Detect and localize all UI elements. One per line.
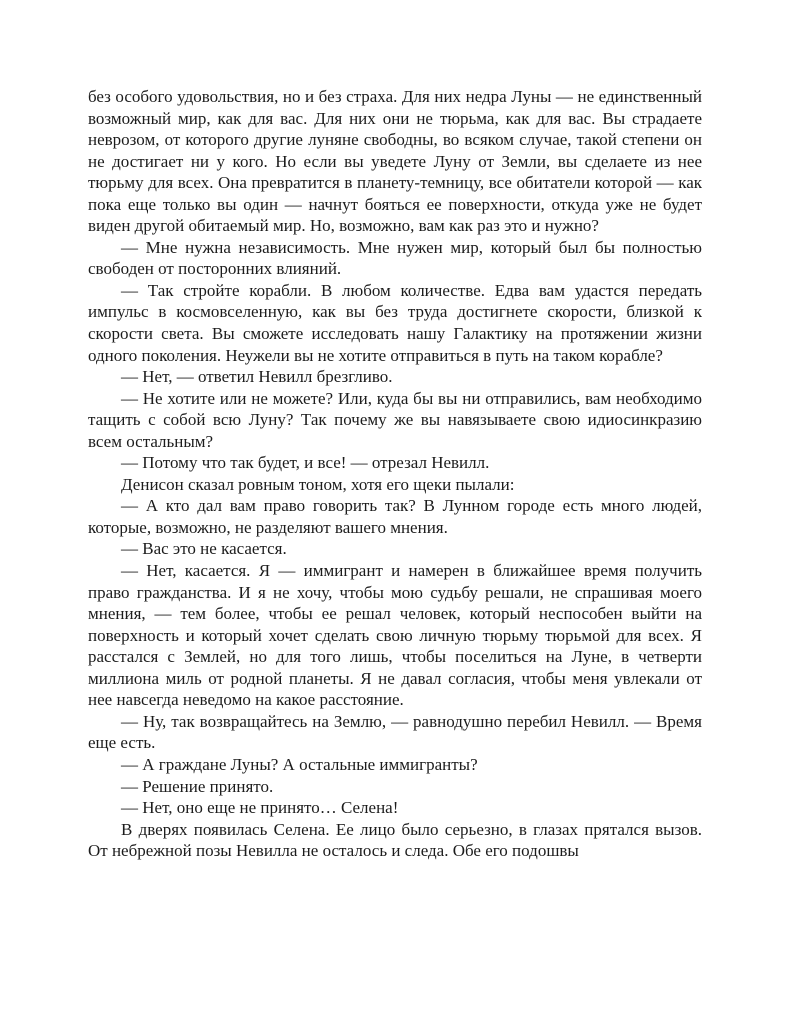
paragraph: — Не хотите или не можете? Или, куда бы вы ни отправились, вам необходимо тащить с собой всю Луну? Так почему же вы навязываете свою идиосинкразию всем остальным? — [88, 388, 702, 451]
paragraph: Денисон сказал ровным тоном, хотя его щеки пылали: — [121, 474, 515, 494]
paragraph: — А кто дал вам право говорить так? В Лунном городе есть много людей, которые, возможно, не разделяют вашего мнения. — [88, 496, 702, 537]
paragraph: — Нет, — ответил Невилл брезгливо. — [121, 367, 393, 387]
paragraph: — Вас это не касается. — [121, 539, 287, 559]
paragraph: — А граждане Луны? А остальные иммигранты? — [121, 754, 478, 774]
paragraph: — Ну, так возвращайтесь на Землю, — равнодушно перебил Невилл. — Время еще есть. — [88, 711, 702, 753]
paragraph: — Мне нужна независимость. Мне нужен мир, который был бы полностью свободен от посторонних влияний. — [88, 237, 702, 279]
paragraph: В дверях появилась Селена. Ее лицо было серьезно, в глазах прятался вызов. От небрежной позы Невилла не осталось и следа. Обе его подошвы — [88, 819, 702, 861]
paragraph: — Решение принято. — [121, 776, 274, 796]
paragraph: — Нет, оно еще не принято… Селена! — [121, 798, 399, 818]
page-text — [88, 86, 702, 862]
paragraph: без особого удовольствия, но и без страха. Для них недра Луны — не единственный возможный мир, как для вас. Для них они не тюрьма, как для вас. Вы страдаете неврозом, от которого другие луняне свободны, во всяком случае, такой степени он не достигает ни у кого. Но если вы уведете Луну от Земли, вы сделаете из нее тюрьму для всех. Она превратится в планету-темницу, все обитатели которой — как пока еще только вы один — начнут бояться ее поверхности, откуда уже не будет виден другой обитаемый мир. Но, возможно, вам как раз это и нужно? — [88, 87, 702, 236]
paragraph: — Потому что так будет, и все! — отрезал Невилл. — [121, 453, 490, 473]
paragraph: — Так стройте корабли. В любом количестве. Едва вам удастся передать импульс в космовселенную, как вы без труда достигнете скорости, близкой к скорости света. Вы сможете исследовать нашу Галактику на протяжении жизни одного поколения. Неужели вы не хотите отправиться в путь на таком корабле? — [88, 280, 702, 365]
paragraph: — Нет, касается. Я — иммигрант и намерен в ближайшее время получить право гражданства. И я не хочу, чтобы мою судьбу решали, не спрашивая моего мнения, — тем более, чтобы ее решал человек, который неспособен выйти на поверхность и который хочет сделать свою личную тюрьму тюрьмой для всех. Я расстался с Землей, но для того лишь, чтобы поселиться на Луне, в четверти миллиона миль от родной планеты. Я не давал согласия, чтобы меня увлекали от нее навсегда неведомо на какое расстояние. — [88, 561, 702, 710]
